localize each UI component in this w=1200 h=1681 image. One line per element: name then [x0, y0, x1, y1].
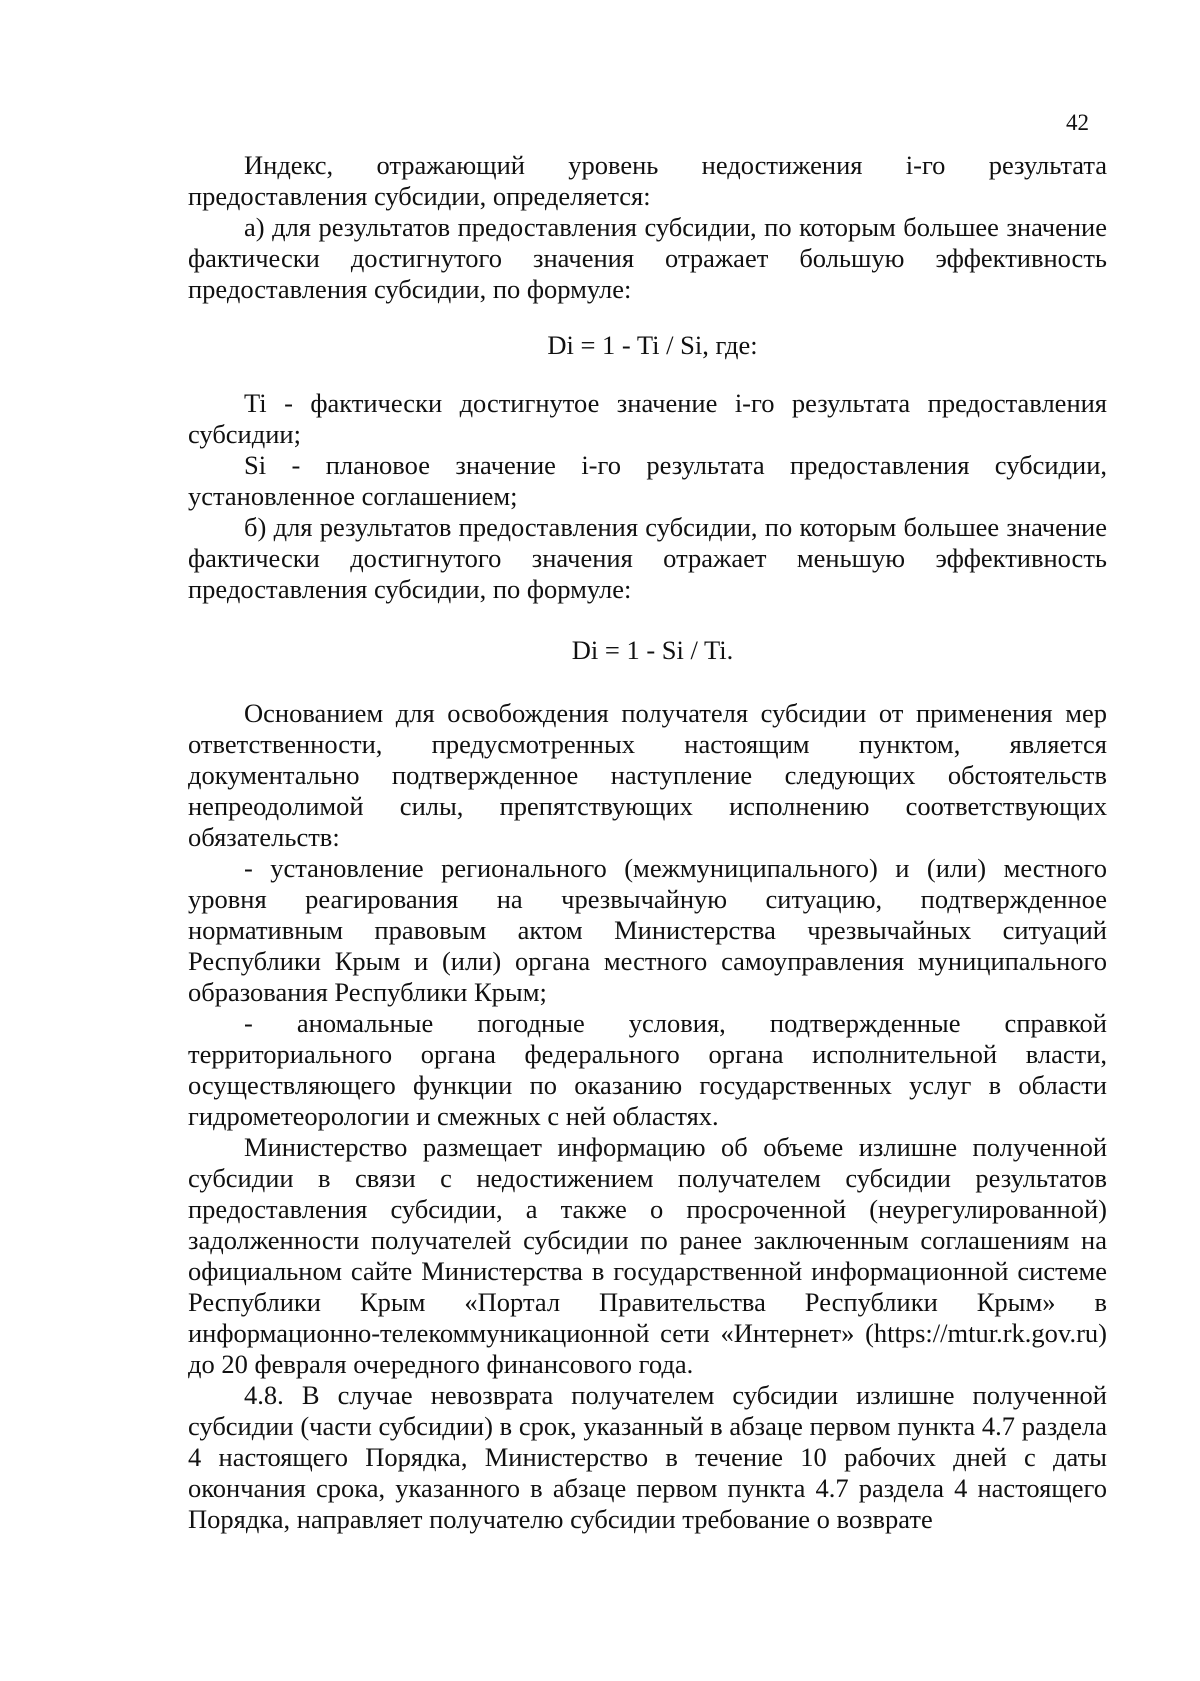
paragraph-ti-definition: Ti - фактически достигнутое значение i-го результата предоставления субсидии;	[188, 388, 1107, 449]
formula-b: Di = 1 - Si / Ti.	[571, 635, 734, 665]
document-body	[188, 150, 1107, 1535]
page-number: 42	[1066, 110, 1089, 135]
paragraph-case-b: б) для результатов предоставления субсидии, по которым большее значение фактически достигнутого значения отражает меньшую эффективность предоставления субсидии, по формуле:	[188, 512, 1107, 604]
paragraph-index-definition: Индекс, отражающий уровень недостижения i-го результата предоставления субсидии, определяется:	[188, 150, 1107, 211]
list-item-weather: - аномальные погодные условия, подтвержденные справкой территориального органа федерального органа исполнительной власти, осуществляющего функции по оказанию государственных услуг в области гидрометеорологии и смежных с ней областях.	[188, 1008, 1107, 1131]
paragraph-si-definition: Si - плановое значение i-го результата предоставления субсидии, установленное соглашением;	[188, 450, 1107, 511]
formula-a: Di = 1 - Ti / Si, где:	[547, 330, 758, 360]
paragraph-ministry-publication: Министерство размещает информацию об объеме излишне полученной субсидии в связи с недостижением получателем субсидии результатов предоставления субсидии, а также о просроченной (неурегулированной) задолженности получателей субсидии по ранее заключенным соглашениям на официальном сайте Министерства в государственной информационной системе Республики Крым «Портал Правительства Республики Крым» в информационно-телекоммуникационной сети «Интернет» (https://mtur.rk.gov.ru) до 20 февраля очередного финансового года.	[188, 1132, 1107, 1379]
paragraph-section-4-8: 4.8. В случае невозврата получателем субсидии излишне полученной субсидии (части субсидии) в срок, указанный в абзаце первом пункта 4.7 раздела 4 настоящего Порядка, Министерство в течение 10 рабочих дней с даты окончания срока, указанного в абзаце первом пункта 4.7 раздела 4 настоящего Порядка, направляет получателю субсидии требование о возврате	[188, 1380, 1107, 1534]
paragraph-force-majeure: Основанием для освобождения получателя субсидии от применения мер ответственности, предусмотренных настоящим пунктом, является документально подтвержденное наступление следующих обстоятельств непреодолимой силы, препятствующих исполнению соответствующих обязательств:	[188, 698, 1107, 852]
list-item-emergency: - установление регионального (межмуниципального) и (или) местного уровня реагирования на чрезвычайную ситуацию, подтвержденное нормативным правовым актом Министерства чрезвычайных ситуаций Республики Крым и (или) органа местного самоуправления муниципального образования Республики Крым;	[188, 853, 1107, 1007]
paragraph-case-a: а) для результатов предоставления субсидии, по которым большее значение фактически достигнутого значения отражает большую эффективность предоставления субсидии, по формуле:	[188, 212, 1107, 304]
